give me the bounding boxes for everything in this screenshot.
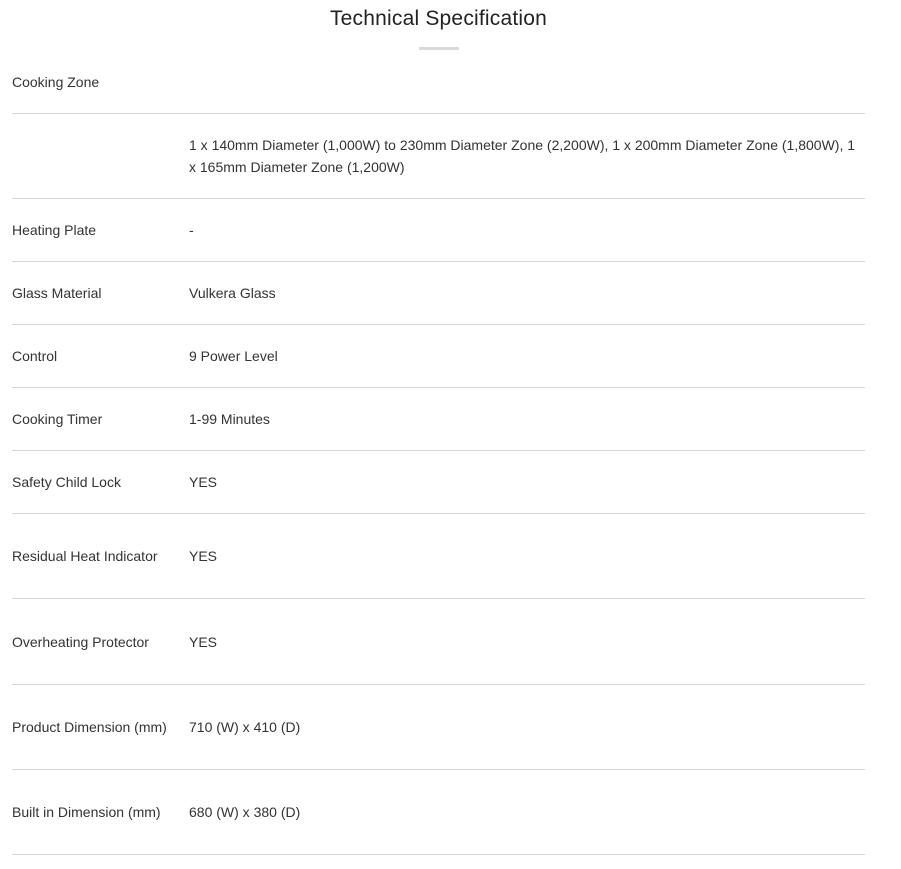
title-underline-divider: [419, 47, 459, 50]
spec-row-cooking-zone-detail: [12, 114, 865, 199]
spec-value-cooking-zone: 1 x 140mm Diameter (1,000W) to 230mm Diameter Zone (2,200W), 1 x 200mm Diameter Zone (1,800W), 1 x 165mm Diameter Zone (1,200W): [189, 137, 856, 175]
spec-value-overheating-protector: YES: [189, 633, 218, 650]
spec-row-control: [12, 325, 865, 388]
spec-label-cooking-timer: Cooking Timer: [12, 411, 103, 427]
spec-row-built-in-dimension: [12, 770, 865, 855]
spec-row-glass-material: [12, 262, 865, 325]
spec-value-safety-child-lock: YES: [189, 474, 218, 490]
spec-value-heating-plate: -: [189, 222, 194, 238]
spec-label-control: Control: [12, 348, 58, 364]
spec-label-product-dimension: Product Dimension (mm): [12, 719, 167, 735]
spec-row-residual-heat-indicator: [12, 514, 865, 599]
spec-value-residual-heat-indicator: YES: [189, 548, 218, 564]
spec-row-heating-plate: [12, 199, 865, 262]
spec-label-safety-child-lock: Safety Child Lock: [12, 474, 121, 490]
spec-row-safety-child-lock: [12, 451, 865, 514]
spec-value-product-dimension: 710 (W) x 410 (D): [189, 719, 301, 735]
spec-row-product-dimension: [12, 685, 865, 770]
section-heading-cooking-zone: Cooking Zone: [12, 74, 100, 90]
page-title: Technical Specification: [329, 7, 548, 30]
spec-row-cooking-timer: [12, 388, 865, 451]
spec-value-built-in-dimension: 680 (W) x 380 (D): [189, 804, 301, 820]
spec-label-overheating-protector: Overheating Protector: [12, 633, 149, 650]
spec-label-residual-heat-indicator: Residual Heat Indicator: [12, 548, 158, 564]
spec-value-glass-material: Vulkera Glass: [189, 285, 276, 301]
spec-row-overheating-protector: [12, 599, 865, 685]
spec-label-built-in-dimension: Built in Dimension (mm): [12, 804, 161, 820]
spec-label-heating-plate: Heating Plate: [12, 222, 97, 238]
spec-value-cooking-timer: 1-99 Minutes: [189, 411, 270, 427]
spec-value-control: 9 Power Level: [189, 348, 278, 364]
spec-table: [12, 113, 865, 855]
spec-label-glass-material: Glass Material: [12, 285, 102, 301]
